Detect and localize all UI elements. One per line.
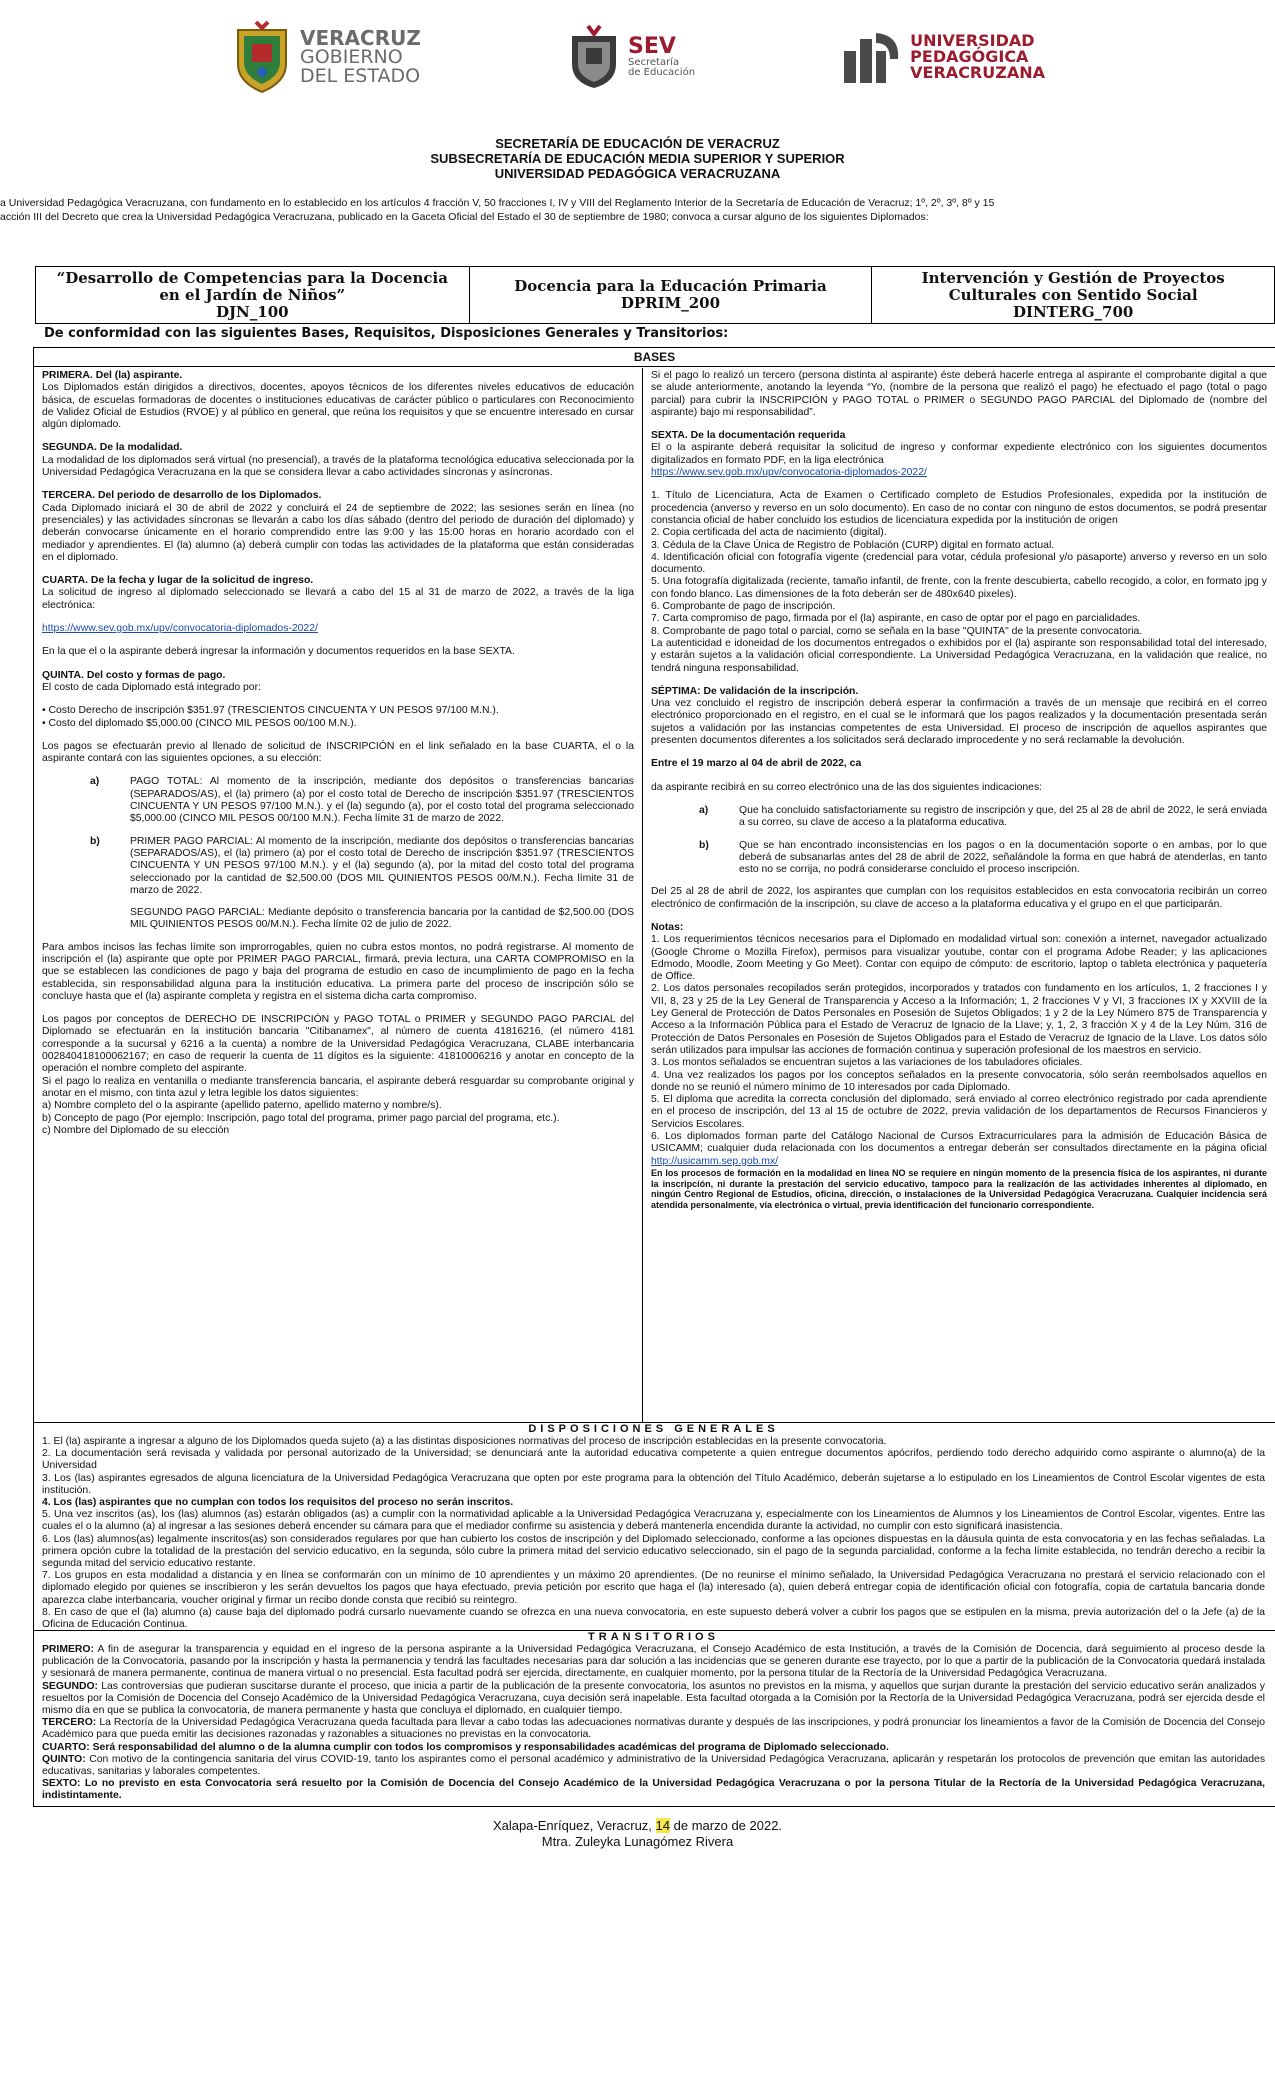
place-date: Xalapa-Enríquez, Veracruz, 14 de marzo de 2022.	[492, 1818, 783, 1833]
nota-5: 5. El diploma que acredita la correcta conclusión del diplomado, será enviado al correo electrónico registrado por cada aprendiente en el proceso de inscripción, del 13 al 15 de octubre de 2022, previa validación de los departamentos de Recursos Financieros y Servicios Escolares.	[651, 1094, 1267, 1130]
sev-logo-line2: Secretaría	[627, 57, 680, 68]
nota-7: En los procesos de formación en la modalidad en línea NO se requiere en ningún momento de la presencia física de los aspirantes, ni durante la inscripción, ni durante la prestación del servicio educativo, tampoco para la realización de las actividades inherentes al diplomado, en ningún Centro Regional de Estudios, oficina, dirección, o instalaciones de la Universidad Pedagógica Veracruzana. Cualquier incidencia será atendida personalmente, vía electrónica o virtual, previa identificación del funcionario correspondiente.	[651, 1167, 1267, 1210]
disposiciones-title: DISPOSICIONES GENERALES	[528, 1423, 779, 1435]
option-a	[42, 776, 634, 825]
sev-shield-icon	[566, 24, 622, 90]
quinta-text-5: Si el pago lo realiza en ventanilla o mediante transferencia bancaria, el aspirante deberá resguardar su comprobante original y anotar en el mismo, con tinta azul y letra legible los datos siguientes:	[42, 1075, 634, 1099]
signature-footer	[0, 1818, 1275, 1850]
bases-section	[33, 347, 1275, 1423]
indication-b-text: Que se han encontrado inconsistencias en los pagos o en la documentación soporte o en ambas, por lo que deberá de subsanarlas antes del 28 de abril de 2022, señalándole la forma en que habrá de atenderlas, en tanto esto no se corrija, no podrá considerarse concluido el proceso inscripción.	[739, 839, 1267, 876]
transitorio-4: CUARTO: Será responsabilidad del alumno o de la alumna cumplir con todos los compromisos y responsabilidades académicas del programa de Diplomado seleccionado.	[42, 1741, 889, 1753]
veracruz-logo	[230, 20, 421, 94]
convocatoria-link[interactable]: https://www.sev.gob.mx/upv/convocatoria-diplomados-2022/	[42, 623, 318, 635]
septima-text-3: da aspirante recibirá en su correo electrónico una de las dos siguientes indicaciones:	[651, 781, 1043, 793]
transitorio-1: PRIMERO: A fin de asegurar la transparencia y equidad en el ingreso de la persona aspirante a la Universidad Pedagógica Veracruzana, el Consejo Académico de esta Institución, a través de la Comisión de Docencia, dará seguimiento al proceso desde la publicación de la Convocatoria, pasando por la inscripción y hasta la permanencia y tendrá las facultades necesarias para dar solución a las incidencias que se generen durante ese trayecto, por lo que a partir de la publicación de la Convocatoria quedará instalada y sesionará de manera permanente, continua de manera virtual o no presencial. Esta facultad podrá ser ejercida, directamente, en cualquier momento, por la persona titular de la Rectoría de la Universidad Pedagógica Veracruzana.	[42, 1644, 1265, 1680]
nota-6	[651, 1131, 1267, 1168]
option-b2-text: SEGUNDO PAGO PARCIAL: Mediante depósito o transferencia bancaria por la cantidad de $2,500.00 (DOS MIL QUINIENTOS PESOS 00/M.N.). Fecha límite 02 de julio de 2022.	[130, 907, 634, 931]
transitorio-6: SEXTO: Lo no previsto en esta Convocatoria será resuelto por la Comisión de Docencia del Consejo Académico de la Universidad Pedagógica Veracruzana o por la persona Titular de la Rectoría de la Universidad Pedagógica Veracruzana, indistintamente.	[42, 1778, 1265, 1802]
disposicion-5: 5. Una vez inscritos (as), los (las) alumnos (as) estarán obligados (as) a cumplir con la normatividad aplicable a la Universidad Pedagógica Veracruzana y, especialmente con los Lineamientos de Alumnos y los Lineamientos de Control Escolar, vigentes. Entre las cuales el o la alumno (a) al ingresar a las sesiones deberá encender su cámara para que el mediador confirme su asistencia y deberá mantenerla encendida durante la actividad, no cumplir con esto significará inasistencia.	[42, 1509, 1265, 1533]
intro-paragraph: a Universidad Pedagógica Veracruzana, con fundamento en lo establecido en los artículos 4 fracción V, 50 fracciones I, IV y VIII del Reglamento Interior de la Secretaría de Educación de Veracruz; 1º, 2º, 3º, 8º y 15 acción III del Decreto que crea la Universidad Pedagógica Veracruzana, publicado en la Gaceta Oficial del Estado el 30 de septiembre de 1980; convoca a cursar alguno de los siguientes Diplomados:	[0, 197, 995, 223]
upv-logo-line2: PEDAGÓGICA	[910, 47, 1029, 66]
cuarta-title: CUARTA. De la fecha y lugar de la solicitud de ingreso.	[42, 575, 314, 587]
septima-title: SÉPTIMA: De validación de la inscripción.	[651, 685, 859, 697]
primera-text: Los Diplomados están dirigidos a directivos, docentes, apoyos técnicos de los diferentes niveles educativos de educación básica, de escuelas formadoras de docentes o instituciones educativas de carácter público o particulares con Reconocimiento de Validez Oficial de Estudios (RVOE) y al público en general, que reúna los requisitos y que se encuentre interesado en cursar algún diplomado.	[42, 382, 634, 431]
transitorio-3: TERCERO: La Rectoría de la Universidad Pedagógica Veracruzana queda facultada para llevar a cabo todas las adecuaciones normativas durante y después de las inscripciones, y podrá pronunciar los lineamientos a favor de la Comisión de Docencia del Consejo Académico para que pueda emitir las decisiones razonadas y razonables a situaciones no previstas en la convocatoria.	[42, 1717, 1266, 1741]
tercera-title: TERCERA. Del periodo de desarrollo de los Diplomados.	[42, 490, 322, 502]
nota-2: 2. Los datos personales recopilados serán protegidos, incorporados y tratados con fundamento en los artículos, 1, 2 fracciones I y VII, 8, 23 y 25 de la Ley General de Transparencia y Acceso a la Información; 1, 2 fracciones V y VI, 3 fracciones IX y XXVIII de la Ley General de Protección de Datos Personales en Posesión de Sujetos Obligados; 1 y 2 de la Ley Número 875 de Transparencia y Acceso a la Información Pública para el Estado de Veracruz de Ignacio de la Llave; y, 1, 2, 3 fracción X y 4 de la Ley Núm. 316 de Protección de Datos Personales en Posesión de Sujetos Obligados para el Estado de Veracruz de Ignacio de la Llave. Los datos sólo serán utilizados para impulsar las acciones de formación continua y superación profesional de los maestros en servicio.	[651, 983, 1267, 1056]
document-item-4: 4. Identificación oficial con fotografía vigente (credencial para votar, cédula profesional y/o pasaporte) anverso y reverso en un solo documento.	[651, 551, 1267, 576]
option-a-text: PAGO TOTAL: Al momento de la inscripción, mediante dos depósitos o transferencias bancarias (SEPARADOS/AS), el (la) primero (a) por el costo total de Derecho de inscripción $351.97 (TRESCIENTOS CINCUENTA Y UN PESOS 97/100 M.N.). y el (la) segundo (a), por el costo total del programa seleccionado $5,000.00 (CINCO MIL PESOS 00/100 M.N.). Fecha límite 31 de marzo de 2022.	[130, 776, 634, 825]
receipt-item-a: a) Nombre completo del o la aspirante (apellido paterno, apellido materno y nombre/s).	[42, 1100, 442, 1112]
indication-b-label: b)	[699, 839, 709, 851]
heading-universidad: UNIVERSIDAD PEDAGÓGICA VERACRUZANA	[494, 166, 781, 181]
cuarta-text: La solicitud de ingreso al diplomado seleccionado se llevará a cabo del 15 al 31 de marzo de 2022, a través de la liga electrónica:	[42, 587, 634, 611]
conformidad-line: De conformidad con las siguientes Bases, Requisitos, Disposiciones Generales y Transitorios:	[44, 326, 729, 341]
disposicion-8: 8. En caso de que el (la) alumno (a) cause baja del diplomado podrá cursarlo nuevamente cuando se ofrezca en una nueva convocatoria, en este supuesto deberá volver a cubrir los pagos que se estipulen en la misma, previa autorización del o la Jefe (a) de la Oficina de Educación Continua.	[42, 1606, 1265, 1631]
nota-3: 3. Los montos señalados se encuentran sujetos a las variaciones de los tabuladores oficiales.	[651, 1057, 1083, 1069]
indication-a-text: Que ha concluido satisfactoriamente su registro de inscripción y que, del 25 al 28 de abril de 2022, le será enviada a su correo, su clave de acceso a la plataforma educativa.	[739, 804, 1267, 829]
date-day-highlight: 14	[655, 1818, 671, 1833]
primera-title: PRIMERA. Del (la) aspirante.	[42, 370, 183, 381]
nota-1: 1. Los requerimientos técnicos necesarios para el Diplomado en modalidad virtual son: conexión a internet, navegador actualizado (Google Chrome o Mozilla Firefox), permisos para visualizar youtube, contar con el programa Adobe Reader; y las aplicaciones Edmodo, Moodle, Zoom Meeting y Go Meet). Contar con equipo de cómputo: de escritorio, laptop o tableta electrónica y paquetería de Office.	[651, 934, 1267, 983]
transitorios-section	[33, 1631, 1275, 1807]
quinta-title: QUINTA. Del costo y formas de pago.	[42, 669, 226, 681]
sev-logo-name: SEV	[627, 34, 676, 59]
signer-name: Mtra. Zuleyka Lunagómez Rivera	[541, 1834, 734, 1849]
transitorio-5: QUINTO: Con motivo de la contingencia sanitaria del virus COVID-19, tanto los aspirantes como el personal académico y administrativo de la Universidad Pedagógica Veracruzana, aplicarán y respetarán los protocolos de prevención que emitan las autoridades educativas, sanitarias y laborales competentes.	[42, 1753, 1266, 1778]
logo-bar	[230, 18, 1045, 96]
option-b	[42, 836, 634, 897]
quinta-text: El costo de cada Diplomado está integrado por:	[42, 681, 261, 693]
disposicion-3: 3. Los (las) aspirantes egresados de alguna licenciatura de la Universidad Pedagógica Veracruzana que opten por este programa para la obtención del Título Académico, deberán sujetarse a lo estipulado en los Lineamientos de Control Escolar vigentes de esta institución.	[42, 1472, 1265, 1496]
disposicion-6: 6. Los (las) alumnos(as) legalmente inscritos(as) son considerados regulares por que han cubierto los costos de inscripción y del Diplomado seleccionado, conforme a las opciones dispuestas en la dáusula quinta de esta convocatoria y en las fechas señaladas. La primera opción cubre la totalidad de la prestación del servicio educativo, en la segunda, sólo cubre la primera mitad del servicio educativo seleccionado, sin el pago de la segunda parcialidad, conforme a la fecha límite establecida, no tendrán derecho a recibir la segunda mitad del servicio educativo restante.	[42, 1533, 1265, 1570]
septima-text-4: Del 25 al 28 de abril de 2022, los aspirantes que cumplan con los requisitos establecidos en esta convocatoria recibirán un correo electrónico de confirmación de la inscripción, su clave de acceso a la plataforma educativa y el grupo en el que participarán.	[651, 886, 1267, 910]
disposicion-1: 1. El (la) aspirante a ingresar a alguno de los Diplomados queda sujeto (a) a las distintas disposiciones normativas del proceso de inscripción establecidas en la presente convocatoria.	[42, 1436, 887, 1447]
cost-item-diplomado: • Costo del diplomado $5,000.00 (CINCO MIL PESOS 00/100 M.N.).	[42, 717, 357, 729]
document-item-5: 5. Una fotografía digitalizada (reciente, tamaño infantil, de frente, con la frente descubierta, cabello recogido, a color, en formato jpg y con fondo blanco. Las dimensiones de la foto deberán ser de 480x640 pixeles).	[651, 576, 1267, 600]
document-item-8: 8. Comprobante de pago total o parcial, como se señala en la base "QUINTA" de la presente convocatoria.	[651, 625, 1143, 637]
upv-logo-line3: VERACRUZANA	[910, 63, 1045, 82]
nota-4: 4. Una vez realizados los pagos por los conceptos señalados en la presente convocatoria, sólo serán reembolsados aquellos en donde no se reunió el número mínimo de 10 interesados por cada Diplomado.	[651, 1069, 1267, 1093]
sexta-text-2: La autenticidad e idoneidad de los documentos entregados o exhibidos por el (la) aspirante son responsabilidad total del interesado, y estarán sujetos a la validación oficial correspondiente. La Universidad Pedagógica Veracruzana, en la validación que realice, no tendrá ninguna responsabilidad.	[651, 637, 1267, 674]
program-dinterg-700: Intervención y Gestión de Proyectos Culturales con Sentido Social DINTERG_700	[872, 267, 1275, 323]
sexta-title: SEXTA. De la documentación requerida	[651, 430, 846, 442]
sev-logo	[566, 24, 695, 90]
veracruz-logo-line3: DEL ESTADO	[300, 65, 421, 87]
veracruz-shield-icon	[230, 20, 294, 94]
option-b-text: PRIMER PAGO PARCIAL: Al momento de la inscripción, mediante dos depósitos o transferencias bancarias (SEPARADOS/AS), el (la) primero (a) por el costo total de Derecho de inscripción $351.97 (TRESCIENTOS CINCUENTA Y UN PESOS 97/100 M.N.). y el (la) segundo (a), por la mitad del costo total del programa seleccionado por la cantidad de $2,500.00 (DOS MIL QUINIENTOS PESOS 00/M.N.). Fecha límite 31 de marzo de 2022.	[130, 835, 634, 896]
veracruz-logo-line2: GOBIERNO	[300, 46, 403, 68]
quinta-text-2: Los pagos se efectuarán previo al llenado de solicitud de INSCRIPCIÓN en el link señalado en la base CUARTA, el o la aspirante contará con las siguientes opciones, a su elección:	[42, 740, 634, 765]
quinta-text-4: Los pagos por conceptos de DERECHO DE INSCRIPCIÓN y PAGO TOTAL o PRIMER y SEGUNDO PAGO PARCIAL del Diplomado se efectuarán en la institución bancaria "Citibanamex", al número de cuenta 41816216, (el número 4181 corresponde a la sucursal y 6216 a la cuenta) a nombre de la Universidad Pedagógica Veracruzana, CLABE interbancaria 002840418100062167; en caso de requerir la cuenta de 11 dígitos es la siguiente: 41810006216 y anotar en concepto de la operación el nombre completo del aspirante.	[42, 1014, 634, 1075]
cuarta-text-2: En la que el o la aspirante deberá ingresar la información y documentos requeridos en la base SEXTA.	[42, 646, 515, 658]
receipt-item-c: c) Nombre del Diplomado de su elección	[42, 1124, 230, 1136]
septima-dates: Entre el 19 marzo al 04 de abril de 2022, ca	[651, 758, 862, 770]
upv-emblem-icon	[840, 29, 904, 85]
document-heading	[0, 136, 1275, 181]
heading-subsecretaria: SUBSECRETARÍA DE EDUCACIÓN MEDIA SUPERIOR Y SUPERIOR	[430, 151, 845, 166]
bases-left-column	[34, 368, 643, 1422]
bases-right-column	[643, 368, 1275, 1422]
heading-secretaria: SECRETARÍA DE EDUCACIÓN DE VERACRUZ	[495, 136, 780, 151]
option-b-label: b)	[90, 835, 100, 847]
usicamm-link[interactable]: http://usicamm.sep.gob.mx/	[651, 1155, 779, 1167]
nota-6-text: 6. Los diplomados forman parte del Catálogo Nacional de Cursos Extracurriculares para la admisión de Educación Básica de USICAMM; cualquier duda relacionada con los documentos a entregar deberán ser consultados directamente en la página oficial	[651, 1131, 1267, 1155]
program-dprim-200: Docencia para la Educación Primaria DPRIM_200	[470, 267, 873, 323]
transitorios-title: TRANSITORIOS	[588, 1631, 719, 1643]
tercero-pago-text: Si el pago lo realizó un tercero (persona distinta al aspirante) éste deberá hacerle entrega al aspirante el comprobante digital a que se alude anteriormente, anotando la leyenda “Yo, (nombre de la persona que realizó el pago) he efectuado el pago (total o pago parcial) para cubrir la INSCRIPCIÓN y PAGO TOTAL o PRIMER o SEGUNDO PAGO PARCIAL del Diplomado de (nombre del aspirante) bajo mi responsabilidad”.	[651, 370, 1267, 418]
segunda-title: SEGUNDA. De la modalidad.	[42, 442, 183, 454]
cost-item-inscripcion: • Costo Derecho de inscripción $351.97 (TRESCIENTOS CINCUENTA Y UN PESOS 97/100 M.N.).	[42, 705, 499, 717]
document-item-6: 6. Comprobante de pago de inscripción.	[651, 601, 836, 613]
document-item-2: 2. Copia certificada del acta de nacimiento (digital).	[651, 527, 887, 539]
bases-title: BASES	[34, 348, 1275, 367]
septima-text: Una vez concluido el registro de inscripción deberá esperar la confirmación a través de un mensaje que recibirá en el correo electrónico proporcionado en el registro, en el cual se le informará que los pagos realizados y la documentación presentada serán sujetos a validación por las instancias competentes de esta Universidad. El proceso de inscripción de aquellos aspirantes que presenten documentos diferentes a los solicitados será declarado improcedente y no será reclamable la devolución.	[651, 698, 1267, 747]
indication-b	[651, 840, 1267, 877]
veracruz-logo-line1: VERACRUZ	[300, 26, 421, 50]
receipt-item-b: b) Concepto de pago (Por ejemplo: Inscripción, pago total del programa, primer pago parcial del programa, etc.).	[42, 1112, 560, 1124]
option-b-second-payment	[42, 907, 634, 932]
indication-a-label: a)	[699, 804, 709, 816]
disposicion-2: 2. La documentación será revisada y validada por personal autorizado de la Universidad; se denunciará ante la autoridad educativa competente a quien entregue documentos apócrifos, perdiendo todo derecho adquirido como aspirante o alumno(a) de la Universidad	[42, 1448, 1265, 1472]
program-djn-100: “Desarrollo de Competencias para la Docencia en el Jardín de Niños” DJN_100	[36, 267, 470, 323]
programs-table	[35, 266, 1275, 324]
disposiciones-section	[33, 1423, 1275, 1631]
option-a-label: a)	[90, 776, 100, 788]
document-item-7: 7. Carta compromiso de pago, firmada por el (la) aspirante, en caso de optar por el pago en parcialidades.	[651, 613, 1141, 625]
disposicion-7: 7. Los grupos en esta modalidad a distancia y en línea se conformarán con un mínimo de 10 aprendientes y un máximo 20 aprendientes. (De no reunirse el mínimo señalado, la Universidad Pedagógica Veracruzana no prestará el servicio relacionado con el diplomado elegido por quienes se inscribieron y les serán devueltos los pagos que haya efectuado, previa petición por escrito que haga el (la) interesado (a), quien deberá entregar copia de identificación oficial con fotografía, copia de cartatula bancaria donde aparezca clabe interbancaria, voucher original y firmar un recibo donde consta que recibió su reintegro.	[42, 1570, 1265, 1606]
segunda-text: La modalidad de los diplomados será virtual (no presencial), a través de la plataforma tecnológica educativa seleccionada por la Universidad Pedagógica Veracruzana en la que se considera llevar a cabo actividades síncronas y asíncronas.	[42, 454, 634, 479]
indication-a	[651, 805, 1267, 830]
upv-logo	[840, 29, 1045, 85]
upv-logo-line1: UNIVERSIDAD	[910, 31, 1035, 50]
tercera-text: Cada Diplomado iniciará el 30 de abril de 2022 y concluirá el 24 de septiembre de 2022; las sesiones serán en línea (no presenciales) y las actividades síncronas se llevarán a cabo los días sábado (dentro del periodo de duración del diplomado) y deberán convocarse únicamente en el horario comprendido entre las 9:00 y las 15:00 horas en horario acordado con el mediador y aprendientes. El (la) alumno (a) deberá cumplir con todas las actividades de la plataforma que están consideradas en el diplomado.	[42, 502, 634, 563]
sev-logo-line3: de Educación	[627, 67, 696, 78]
document-item-1: 1. Título de Licenciatura, Acta de Examen o Certificado completo de Estudios Profesionales, expedida por la institución de procedencia (anverso y reverso en un solo documento). En caso de no contar con ninguno de estos documentos, se podrá presentar constancia oficial de haber concluido los estudios de licenciatura expedida por la institución de origen	[651, 490, 1267, 526]
quinta-text-3: Para ambos incisos las fechas límite son improrrogables, quien no cubra estos montos, no podrá registrarse. Al momento de inscripción el (la) aspirante que opte por PRIMER PAGO PARCIAL, firmará, previa lectura, una CARTA COMPROMISO en la que se establecen las condiciones de pago y baja del programa de estudio en caso de incumplimiento de pago en la fecha establecida, sin responsabilidad alguna para la institución educativa. La primera parte del proceso de inscripción sólo se concluye hasta que el (la) aspirante completa y registra en el sistema dicha carta compromiso.	[42, 941, 634, 1002]
sexta-text: El o la aspirante deberá requisitar la solicitud de ingreso y conformar expediente electrónico con los siguientes documentos digitalizados en formato PDF, en la liga electrónica	[651, 442, 1267, 466]
transitorio-2: SEGUNDO: Las controversias que pudieran suscitarse durante el proceso, que inicia a partir de la publicación de la presente convocatoria, los asuntos no previstos en la misma, y aquellos que surjan durante la prestación del servicio educativo serán analizados y resueltos por la Comisión de Docencia del Consejo Académico de la Universidad Pedagógica Veracruzana, cuya decisión será inapelable. Esta facultad otorgada a la Comisión por la Rectoría de la Universidad Pedagógica Veracruzana, podrá ser ejercida desde el mismo día en que se publica la convocatoria, de manera permanente y hasta que concluya el diplomado, en cualquier tiempo.	[42, 1680, 1266, 1717]
notas-title: Notas:	[651, 921, 684, 933]
sexta-link[interactable]: https://www.sev.gob.mx/upv/convocatoria-diplomados-2022/	[651, 467, 927, 479]
document-item-3: 3. Cédula de la Clave Única de Registro de Población (CURP) digital en formato actual.	[651, 539, 1055, 551]
disposicion-4: 4. Los (las) aspirantes que no cumplan con todos los requisitos del proceso no serán inscritos.	[42, 1497, 514, 1509]
